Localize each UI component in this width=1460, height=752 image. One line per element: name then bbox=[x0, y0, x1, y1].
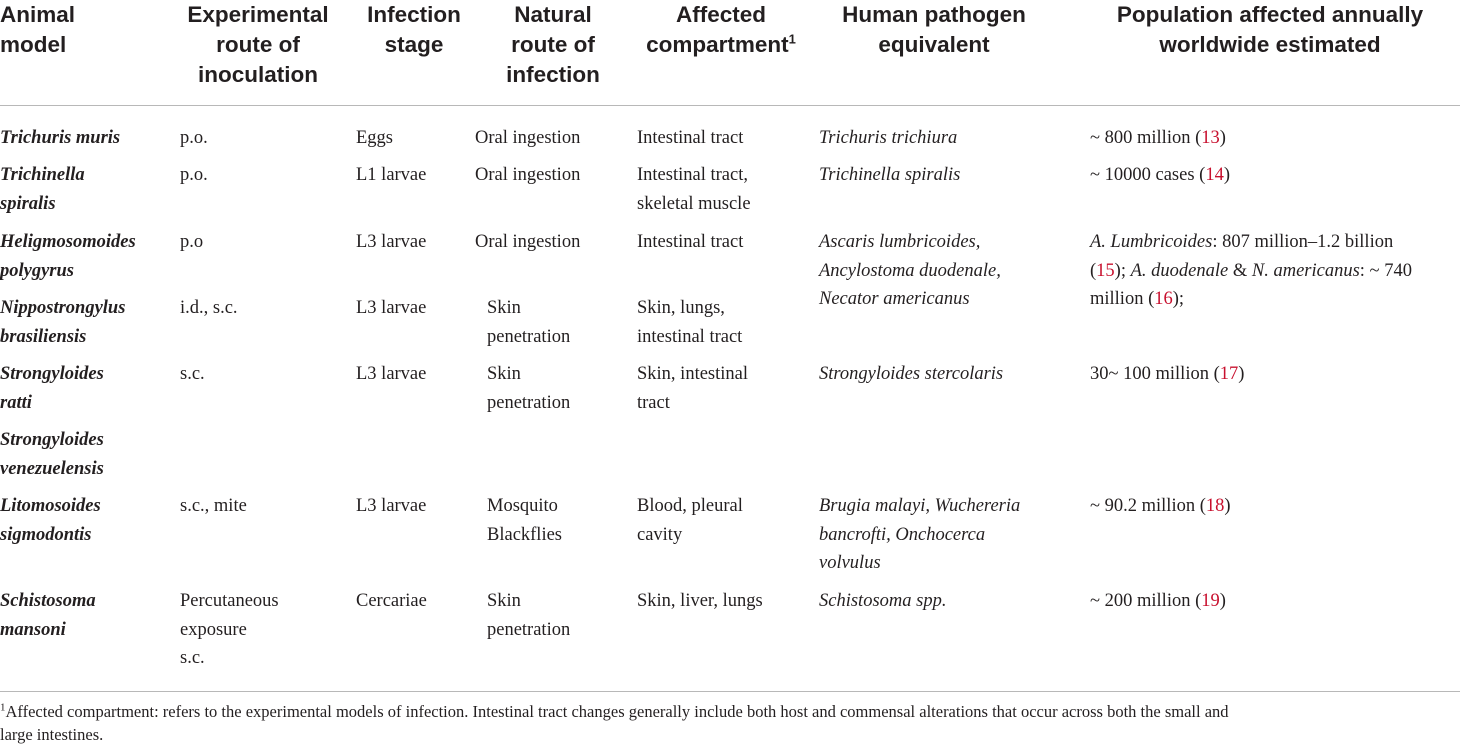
cell-text: polygyrus bbox=[0, 260, 74, 281]
table-bottom-rule bbox=[0, 691, 1460, 692]
cell-text: volvulus bbox=[819, 553, 881, 573]
route-cell bbox=[180, 161, 208, 190]
table-footnote bbox=[0, 700, 1460, 746]
cell-text: Oral ingestion bbox=[475, 165, 581, 185]
natural-route-cell bbox=[487, 492, 562, 549]
cell-text: i.d., s.c. bbox=[180, 298, 238, 318]
cell-text: L3 larvae bbox=[356, 496, 427, 516]
cell-text: mansoni bbox=[0, 619, 66, 640]
reference-link[interactable]: 16 bbox=[1154, 289, 1173, 309]
cell-text: ) bbox=[1238, 364, 1245, 384]
population-line bbox=[1090, 285, 1412, 314]
compartment-cell bbox=[637, 587, 763, 616]
cell-text: Ascaris lumbricoides, bbox=[819, 232, 981, 252]
cell-text: million ( bbox=[1090, 289, 1155, 309]
header-text: compartment bbox=[646, 32, 789, 57]
cell-text: L1 larvae bbox=[356, 165, 427, 185]
header-text: Human pathogen bbox=[842, 2, 1026, 27]
cell-text: Intestinal tract bbox=[637, 232, 744, 252]
route-cell bbox=[180, 294, 238, 323]
animal-model-cell bbox=[0, 294, 125, 351]
natural-route-cell bbox=[475, 161, 580, 190]
natural-route-cell bbox=[475, 124, 580, 153]
cell-text: Skin, lungs, bbox=[637, 298, 725, 318]
population-cell bbox=[1090, 587, 1226, 616]
cell-text: : 807 million–1.2 billion bbox=[1212, 232, 1394, 252]
header-infection-stage bbox=[356, 0, 472, 60]
header-text: route of bbox=[511, 32, 595, 57]
header-text: Population affected annually bbox=[1116, 2, 1424, 27]
header-text: Experimental bbox=[187, 2, 329, 27]
cell-text: & bbox=[1228, 260, 1252, 281]
compartment-cell bbox=[637, 124, 743, 153]
population-cell bbox=[1090, 161, 1230, 190]
cell-text: Blood, pleural bbox=[637, 496, 743, 516]
cell-text: : ~ 740 bbox=[1359, 260, 1412, 281]
natural-route-cell bbox=[487, 294, 570, 351]
header-text: inoculation bbox=[198, 62, 318, 87]
cell-text: ) bbox=[1224, 496, 1231, 516]
cell-text: tract bbox=[637, 392, 670, 413]
header-text: worldwide estimated bbox=[1159, 32, 1381, 57]
header-text: route of bbox=[216, 32, 300, 57]
cell-text: ); bbox=[1114, 260, 1131, 281]
cell-text: exposure bbox=[180, 619, 247, 640]
cell-text: L3 larvae bbox=[356, 298, 427, 318]
animal-model-cell bbox=[0, 161, 85, 218]
reference-link[interactable]: 14 bbox=[1205, 165, 1224, 185]
cell-text: Skin bbox=[487, 364, 521, 384]
reference-link[interactable]: 13 bbox=[1201, 128, 1220, 148]
compartment-cell bbox=[637, 360, 748, 417]
header-affected-compartment bbox=[632, 0, 810, 60]
cell-text: cavity bbox=[637, 524, 683, 545]
header-text bbox=[632, 30, 810, 60]
animal-model-cell bbox=[0, 492, 101, 549]
cell-text: intestinal tract bbox=[637, 326, 743, 347]
footnote-text: large intestines. bbox=[0, 725, 104, 744]
cell-text: Eggs bbox=[356, 128, 393, 148]
cell-text: Litomosoides bbox=[0, 496, 101, 516]
header-text: Infection bbox=[367, 2, 461, 27]
cell-text: bancrofti, Onchocerca bbox=[819, 524, 986, 545]
header-text: infection bbox=[506, 62, 600, 87]
cell-text: Skin, liver, lungs bbox=[637, 591, 763, 611]
footnote-marker: 1 bbox=[0, 701, 6, 714]
header-natural-route bbox=[494, 0, 612, 90]
stage-cell bbox=[356, 228, 426, 257]
natural-route-cell bbox=[487, 360, 570, 417]
route-cell bbox=[180, 587, 279, 673]
cell-text: ~ 10000 cases ( bbox=[1090, 165, 1206, 185]
cell-text: 30~ 100 million ( bbox=[1090, 364, 1220, 384]
route-cell bbox=[180, 124, 208, 153]
header-text: Animal bbox=[0, 2, 76, 27]
cell-text: Oral ingestion bbox=[475, 232, 581, 252]
cell-text: penetration bbox=[487, 619, 571, 640]
population-line bbox=[1090, 257, 1412, 286]
stage-cell bbox=[356, 161, 426, 190]
route-cell bbox=[180, 228, 203, 257]
pathogen-cell bbox=[819, 492, 1020, 578]
compartment-cell bbox=[637, 492, 743, 549]
cell-text: ( bbox=[1090, 260, 1097, 281]
cell-text: skeletal muscle bbox=[637, 193, 751, 214]
cell-text: ) bbox=[1223, 165, 1230, 185]
pathogen-cell bbox=[819, 161, 960, 190]
natural-route-cell bbox=[487, 587, 570, 644]
population-cell bbox=[1090, 124, 1226, 153]
cell-text: ) bbox=[1219, 128, 1226, 148]
cell-text: ~ 200 million ( bbox=[1090, 591, 1202, 611]
cell-text: s.c., mite bbox=[180, 496, 247, 516]
cell-text: penetration bbox=[487, 392, 571, 413]
animal-model-cell bbox=[0, 360, 104, 417]
cell-text: Skin bbox=[487, 298, 521, 318]
cell-text: Necator americanus bbox=[819, 289, 970, 309]
cell-text: Skin bbox=[487, 591, 521, 611]
cell-text: Blackflies bbox=[487, 524, 563, 545]
cell-text: Percutaneous bbox=[180, 591, 279, 611]
cell-text: Schistosoma bbox=[0, 591, 96, 611]
cell-text: penetration bbox=[487, 326, 571, 347]
header-text: Affected bbox=[675, 2, 766, 27]
cell-text: p.o. bbox=[180, 165, 208, 185]
cell-text: Nippostrongylus bbox=[0, 298, 126, 318]
pathogen-cell bbox=[819, 587, 946, 616]
pathogen-cell bbox=[819, 228, 1001, 314]
header-rule bbox=[0, 105, 1460, 106]
cell-text: L3 larvae bbox=[356, 232, 427, 252]
animal-model-cell bbox=[0, 124, 120, 153]
population-cell bbox=[1090, 360, 1244, 389]
cell-text: venezuelensis bbox=[0, 458, 104, 479]
cell-text: Trichuris trichiura bbox=[819, 128, 958, 148]
cell-text: Strongyloides bbox=[0, 430, 104, 450]
cell-text: Intestinal tract bbox=[637, 128, 744, 148]
pathogen-cell bbox=[819, 124, 957, 153]
cell-text: sigmodontis bbox=[0, 524, 92, 545]
header-human-pathogen bbox=[834, 0, 1034, 60]
header-text: model bbox=[0, 32, 67, 57]
reference-link[interactable]: 19 bbox=[1201, 591, 1220, 611]
footnote-marker: 1 bbox=[788, 31, 796, 47]
cell-text: ~ 800 million ( bbox=[1090, 128, 1202, 148]
cell-text: L3 larvae bbox=[356, 364, 427, 384]
stage-cell bbox=[356, 294, 426, 323]
cell-text: Cercariae bbox=[356, 591, 427, 611]
pathogen-name: A. duodenale bbox=[1130, 260, 1229, 281]
reference-link[interactable]: 17 bbox=[1219, 364, 1239, 384]
cell-text: Oral ingestion bbox=[475, 128, 581, 148]
compartment-cell bbox=[637, 294, 742, 351]
natural-route-cell bbox=[475, 228, 580, 257]
cell-text: Heligmosomoides bbox=[0, 232, 136, 252]
animal-model-cell bbox=[0, 587, 96, 644]
population-cell bbox=[1090, 492, 1231, 521]
pathogen-cell bbox=[819, 360, 1003, 389]
cell-text: s.c. bbox=[180, 364, 205, 384]
population-cell bbox=[1090, 228, 1412, 314]
header-text: equivalent bbox=[878, 32, 990, 57]
header-text: stage bbox=[384, 32, 444, 57]
stage-cell bbox=[356, 360, 426, 389]
cell-text: Schistosoma spp. bbox=[819, 591, 947, 611]
cell-text: p.o bbox=[180, 232, 204, 252]
stage-cell bbox=[356, 124, 393, 153]
animal-model-cell bbox=[0, 426, 104, 483]
stage-cell bbox=[356, 492, 426, 521]
cell-text: ); bbox=[1172, 289, 1185, 309]
cell-text: Trichinella bbox=[0, 165, 85, 185]
footnote-text: Affected compartment: refers to the experimental models of infection. Intestinal tract changes generally include both host and commensal alterations that occur across both the small and bbox=[5, 702, 1229, 721]
cell-text: ) bbox=[1219, 591, 1226, 611]
cell-text: s.c. bbox=[180, 648, 205, 668]
cell-text: ratti bbox=[0, 392, 32, 413]
cell-text: spiralis bbox=[0, 193, 56, 214]
cell-text: Mosquito bbox=[487, 496, 558, 516]
cell-text: Strongyloides bbox=[0, 364, 104, 384]
population-line bbox=[1090, 228, 1412, 257]
header-text: Natural bbox=[514, 2, 592, 27]
route-cell bbox=[180, 492, 247, 521]
footnote-line bbox=[0, 700, 1460, 723]
pathogen-name: A. Lumbricoides bbox=[1090, 232, 1213, 252]
compartment-cell bbox=[637, 161, 751, 218]
cell-text: p.o. bbox=[180, 128, 208, 148]
header-route-of-inoculation bbox=[178, 0, 338, 90]
cell-text: Trichinella spiralis bbox=[819, 165, 961, 185]
stage-cell bbox=[356, 587, 427, 616]
header-animal-model bbox=[0, 0, 75, 60]
route-cell bbox=[180, 360, 205, 389]
cell-text: brasiliensis bbox=[0, 326, 87, 347]
cell-text: Strongyloides stercolaris bbox=[819, 364, 1004, 384]
reference-link[interactable]: 18 bbox=[1205, 496, 1225, 516]
cell-text: Skin, intestinal bbox=[637, 364, 748, 384]
pathogen-name: N. americanus bbox=[1251, 260, 1360, 281]
animal-model-cell bbox=[0, 228, 136, 285]
cell-text: Intestinal tract, bbox=[637, 165, 748, 185]
cell-text: Brugia malayi, Wuchereria bbox=[819, 496, 1021, 516]
cell-text: Ancylostoma duodenale, bbox=[819, 260, 1001, 281]
header-population-affected bbox=[1080, 0, 1460, 60]
reference-link[interactable]: 15 bbox=[1096, 260, 1115, 281]
cell-text: ~ 90.2 million ( bbox=[1090, 496, 1206, 516]
cell-text: Trichuris muris bbox=[0, 128, 121, 148]
compartment-cell bbox=[637, 228, 743, 257]
